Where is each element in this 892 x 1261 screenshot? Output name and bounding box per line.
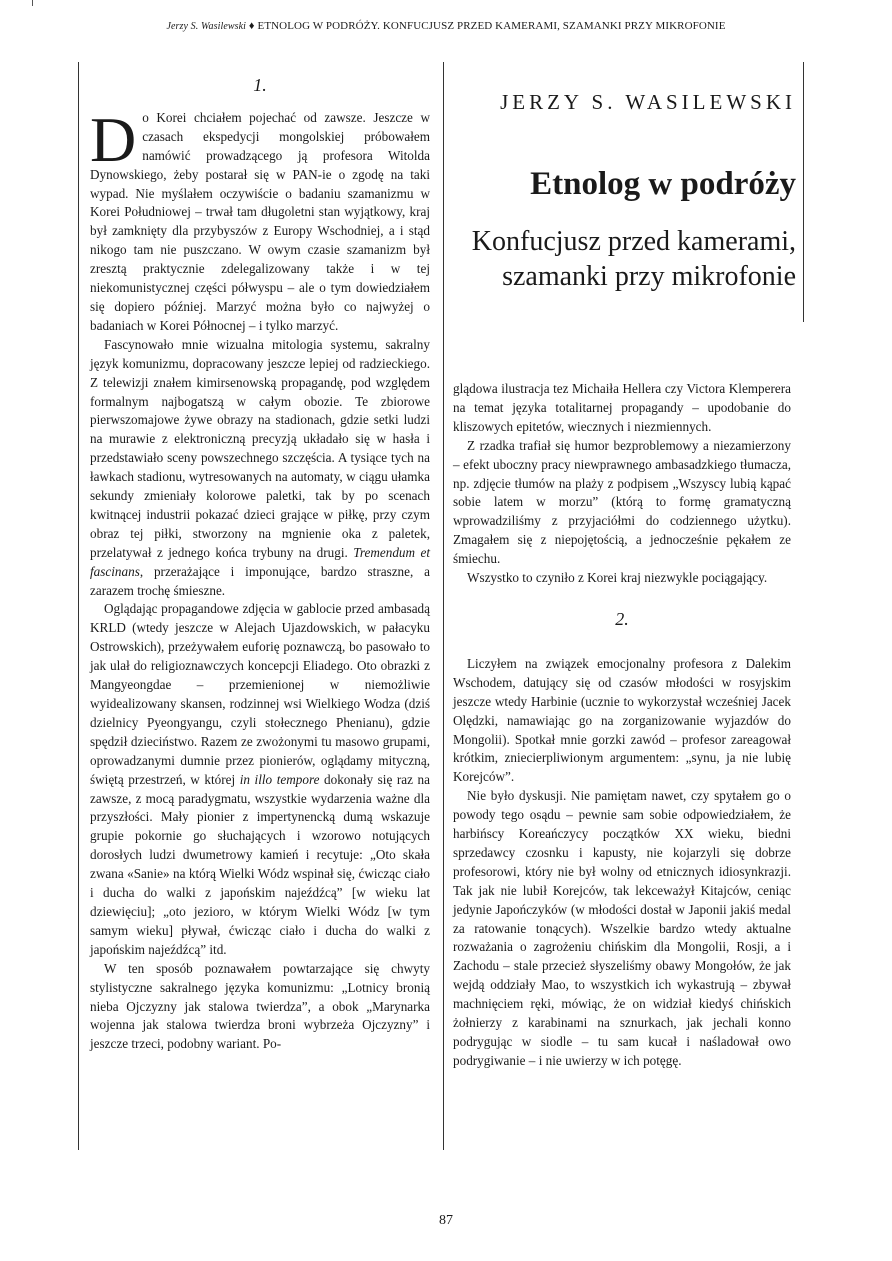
article-author: JERZY S. WASILEWSKI: [500, 90, 796, 114]
subtitle-line-1: Konfucjusz przed kamerami,: [471, 226, 796, 257]
center-rule: [443, 62, 444, 1150]
page-number: 87: [439, 1213, 453, 1228]
paragraph: Wszystko to czyniło z Korei kraj niezwykle pociągający.: [467, 570, 768, 586]
paragraph: Liczyłem na związek emocjonalny profesora z Dalekim Wschodem, datujący się od czasów młodości w rosyjskim jeszcze wtedy Harbinie (ucznie to wykorzystał wcześniej Jacek Olędzki, namawiając go na zorganizowanie wyjazdów do Mongolii). Spotkał mnie gorzki zawód – profesor zareagował krótkim, zniecierpliwionym argumentem: „synu, ja nie lubię Korejców”.: [453, 655, 791, 785]
section-number-2: 2.: [615, 608, 629, 629]
header-title: ETNOLOG W PODRÓŻY. KONFUCJUSZ PRZED KAMERAMI, SZAMANKI PRZY MIKROFONIE: [257, 20, 726, 32]
left-column: [90, 76, 430, 1054]
left-rule: [78, 62, 79, 1150]
header-separator: ♦: [248, 20, 255, 32]
right-column: [453, 380, 791, 1071]
paragraph: Nie było dyskusji. Nie pamiętam nawet, czy spytałem go o powody tego osądu – pewnie sam sobie odpowiedziałem, że harbińscy Koreańczycy początków XX wieku, biedni sprzedawcy czosnku i kapusty, nie kojarzyli się dobrze profesorowi, który nie był wolny od etnicznych idiosynkrazji. Tak jak nie lubił Korejców, tak lekceważył Kitajców, ceniąc jedynie Japończyków (w młodości dostał w Japonii jakiś medal za ratowanie tonących). Wszelkie bardzo wtedy aktualne rozważania o zagrożeniu chińskim dla Mongolii, Rosji, a i Zachodu – stale przecież słyszeliśmy obawy Mongołów, że jak wejdą oddziały Mao, to wszystkich ich wykastrują – zbywał machnięciem ręki, mówiąc, że on widział kiedyś chińskich żołnierzy z karabinami na sznurkach, jak jechali konno podrygując w siodle – tu sam kucał i naśladował owo podrygiwanie – i nie uwierzy w ich potęgę.: [453, 788, 791, 1068]
paragraph: Do Korei chciałem pojechać od zawsze. Jeszcze w czasach ekspedycji mongolskiej próbowałem namówić prowadzącego ją profesora Witolda Dynowskiego, żeby postarał się w PAN-ie o zgodę na taki wypad. Nie myślałem oczywiście o badaniu szamanizmu w Korei Południowej – trwał tam długoletni stan wyjątkowy, kraj był zamknięty dla przybyszów z Europy Wschodniej, a i stąd nikogo tam nie puszczano. W owym czasie szamanizm był zresztą praktycznie zdelegalizowany także i w tej niekomunistycznej części półwyspu – ale o tym dowiedziałem się dopiero później. Marzyć można było co najwyżej o badaniach w Korei Północnej – i tylko marzyć.: [90, 103, 430, 333]
paragraph: Fascynowało mnie wizualna mitologia systemu, sakralny język komunizmu, dopracowany jeszcze lepiej od radzieckiego. Z telewizji znałem kimirsenowską propagandę, pod względem formalnym najbogatszą w całym obozie. Te zbiorowe pierwszomajowe żywe obrazy na stadionach, gdzie setki ludzi na murawie z elektroniczną precyzją układało się w hasła i przedstawiało sceny powszechnego szczęścia. A tysiące tych na ławkach stadionu, wytresowanych na automaty, w ciągu ułamka sekundy zmieniały kolorowe paletki, tak by po scenach kwitnącej industrii pokazać dzieci grające w piłkę, przy czym obraz tej piłki, stworzony na mgnienie oka z paletek, przelatywał z jednego końca trybuny na drugi. Tremendum et fascinans, przerażające i imponujące, bardzo straszne, a zarazem trochę śmieszne.: [90, 336, 430, 598]
running-header: [0, 20, 892, 32]
paragraph: W ten sposób poznawałem powtarzające się chwyty stylistyczne sakralnego języka komunizmu: „Lotnicy bronią nieba Ojczyzny jak stalowa twierdza”, a obok „Marynarka wojenna jak stalowa twierdza broni wybrzeża Ojczyzny” i jeszcze trzeci, podobny wariant. Po-: [90, 960, 430, 1052]
paragraph: glądowa ilustracja tez Michaiła Hellera czy Victora Klemperera na temat języka totalitarnej propagandy – upodobanie do kliszowych epitetów, wiecznych i niezmiennych.: [453, 381, 791, 434]
article-subtitle: [450, 224, 796, 294]
right-rule: [803, 62, 804, 322]
article-title: Etnolog w podróży: [530, 166, 796, 202]
drop-cap: D: [90, 103, 137, 175]
paragraph: Oglądając propagandowe zdjęcia w gablocie przed ambasadą KRLD (wtedy jeszcze w Alejach Ujazdowskich, w pałacyku Ostrowskich), przeżywałem euforię poznawczą, bo pasowało to jak ulał do religioznawczych koncepcji Eliadego. Oto obrazki z Mangyeongdae – przemienionej w niemożliwie wyidealizowany skansen, rodzinnej wsi Wielkiego Wodza (dziś dzielnicy Pyeongyangu, czyli stołecznego Phenianu), gdzie spędził dzieciństwo. Razem ze zwożonymi tu masowo grupami, oprowadzanymi dumnie przez pionierów, oglądamy mityczną, świętą przestrzeń, w której in illo tempore dokonały się raz na zawsze, z mocą paradygmatu, wszystkie wydarzenia ważne dla przyszłości. Mały pionier z impertynencką dumą wskazuje grupie pokornie go słuchających i wzorowo notujących dorosłych ludzi dwumetrowy kamień i recytuje: „Oto skała zwana «Sanie» na którą Wielki Wódz wspinał się, ćwicząc ciało i ducha do walki z japońskim najeźdźcą” [w wieku lat dziewięciu]; „oto jezioro, w którym Wielki Wódz [w tym samym wieku] pływał, ćwicząc ciało i ducha do walki z japońskim najeźdźcą” itd.: [90, 601, 431, 957]
section-number-1: 1.: [253, 75, 267, 95]
crop-mark: [32, 0, 33, 6]
subtitle-line-2: szamanki przy mikrofonie: [502, 261, 796, 292]
paragraph: Z rzadka trafiał się humor bezproblemowy a niezamierzony – efekt uboczny pracy niewprawnego ambasadzkiego tłumacza, np. zdjęcie tłumów na plaży z podpisem „Wszyscy lubią kąpać sobie latem w morzu” (którą to formę gramatyczną wprowadziliśmy z przyjaciółmi do codziennego użytku). Zmagałem się z niepojętością, a jednocześnie pękałem ze śmiechu.: [453, 437, 791, 567]
header-author: Jerzy S. Wasilewski: [166, 21, 247, 32]
